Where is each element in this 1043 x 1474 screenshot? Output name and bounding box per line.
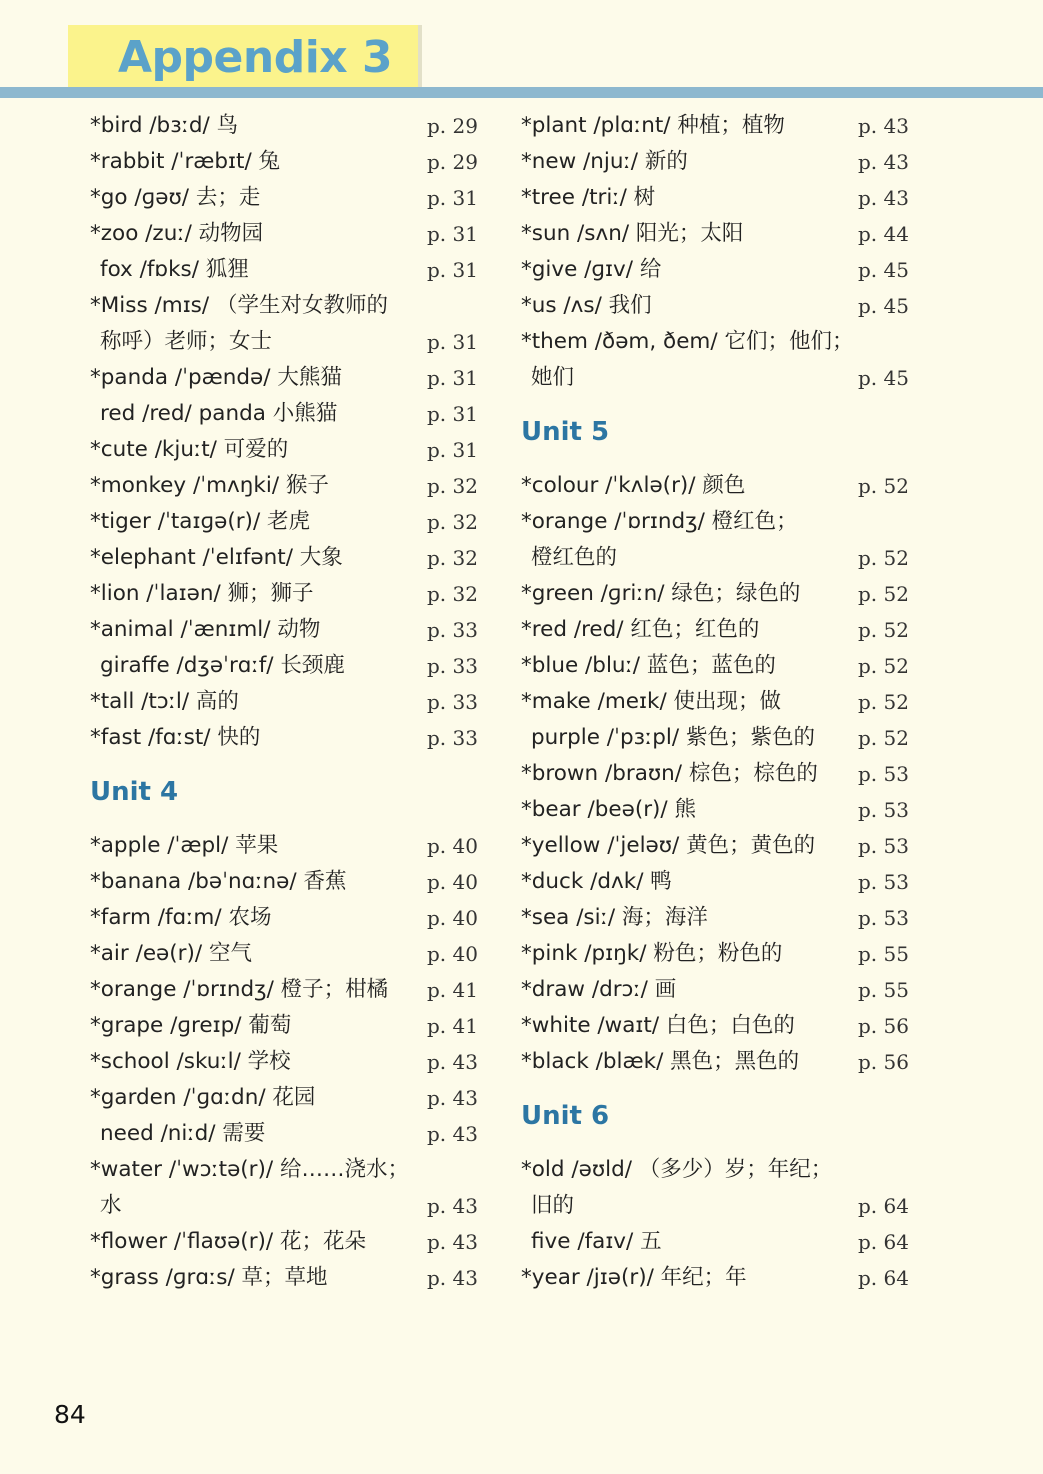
glossary-line	[521, 144, 911, 180]
word-definition: *white /waɪt/ 白色；白色的	[521, 1013, 795, 1038]
glossary-line	[90, 1188, 480, 1224]
page-reference: p. 29	[427, 114, 478, 138]
glossary-entry	[521, 720, 911, 756]
word-definition: purple /ˈpɜːpl/ 紫色；紫色的	[531, 725, 815, 750]
glossary-entry	[521, 864, 911, 900]
glossary-entry	[90, 720, 480, 756]
word-definition: *brown /braʊn/ 棕色；棕色的	[521, 761, 818, 786]
glossary-line	[521, 216, 911, 252]
page-number: 84	[54, 1400, 86, 1429]
glossary-entry	[90, 972, 480, 1008]
glossary-entry	[521, 144, 911, 180]
word-definition: *school /skuːl/ 学校	[90, 1049, 291, 1074]
glossary-line	[90, 288, 480, 324]
glossary-entry	[521, 288, 911, 324]
glossary-line	[90, 612, 480, 648]
page-reference: p. 41	[427, 978, 478, 1002]
page-reference: p. 43	[858, 150, 909, 174]
word-definition: *sea /siː/ 海；海洋	[521, 905, 708, 930]
word-definition: *year /jɪə(r)/ 年纪；年	[521, 1265, 747, 1290]
glossary-line	[90, 684, 480, 720]
page-reference: p. 52	[858, 618, 909, 642]
glossary-line	[521, 360, 911, 396]
glossary-entry	[521, 936, 911, 972]
word-definition: *monkey /ˈmʌŋki/ 猴子	[90, 473, 329, 498]
page-reference: p. 43	[427, 1086, 478, 1110]
word-definition: *farm /fɑːm/ 农场	[90, 905, 272, 930]
word-definition: fox /fɒks/ 狐狸	[100, 257, 249, 282]
glossary-line	[521, 792, 911, 828]
page-reference: p. 45	[858, 294, 909, 318]
glossary-entry	[521, 1260, 911, 1296]
word-definition: *new /njuː/ 新的	[521, 149, 688, 174]
word-definition: *orange /ˈɒrɪndʒ/ 橙子；柑橘	[90, 977, 389, 1002]
word-definition: *old /əʊld/ （多少）岁；年纪；	[521, 1157, 833, 1182]
glossary-line	[90, 900, 480, 936]
glossary-line	[90, 504, 480, 540]
glossary-line	[90, 720, 480, 756]
glossary-entry	[521, 612, 911, 648]
word-definition: 称呼）老师；女士	[100, 329, 273, 354]
word-definition: *green /ɡriːn/ 绿色；绿色的	[521, 581, 801, 606]
word-definition: *elephant /ˈelɪfənt/ 大象	[90, 545, 343, 570]
glossary-line	[90, 1008, 480, 1044]
glossary-entry	[90, 684, 480, 720]
word-definition: 橙红色的	[531, 545, 618, 570]
glossary-entry	[521, 756, 911, 792]
header-bar	[0, 87, 1043, 98]
word-definition: *pink /pɪŋk/ 粉色；粉色的	[521, 941, 783, 966]
word-definition: 她们	[531, 365, 575, 390]
word-definition: *garden /ˈɡɑːdn/ 花园	[90, 1085, 316, 1110]
word-definition: 水	[100, 1193, 122, 1218]
glossary-entry	[521, 828, 911, 864]
glossary-line	[90, 864, 480, 900]
glossary-line	[90, 1080, 480, 1116]
word-definition: *lion /ˈlaɪən/ 狮；狮子	[90, 581, 314, 606]
word-definition: *tree /triː/ 树	[521, 185, 656, 210]
page-reference: p. 55	[858, 942, 909, 966]
page-reference: p. 55	[858, 978, 909, 1002]
glossary-entry	[521, 972, 911, 1008]
glossary-entry	[90, 576, 480, 612]
glossary-line	[90, 540, 480, 576]
glossary-line	[90, 576, 480, 612]
word-definition: *fast /fɑːst/ 快的	[90, 725, 261, 750]
glossary-line	[521, 1224, 911, 1260]
page-reference: p. 53	[858, 870, 909, 894]
glossary-line	[90, 108, 480, 144]
glossary-line	[521, 756, 911, 792]
word-definition: *give /ɡɪv/ 给	[521, 257, 662, 282]
page-reference: p. 31	[427, 258, 478, 282]
glossary-line	[90, 1260, 480, 1296]
word-definition: need /niːd/ 需要	[100, 1121, 266, 1146]
page-reference: p. 33	[427, 654, 478, 678]
word-definition: *panda /ˈpændə/ 大熊猫	[90, 365, 342, 390]
right-column	[521, 108, 911, 1296]
page-reference: p. 53	[858, 834, 909, 858]
page-reference: p. 52	[858, 582, 909, 606]
page-reference: p. 52	[858, 690, 909, 714]
word-definition: *grape /ɡreɪp/ 葡萄	[90, 1013, 292, 1038]
glossary-entry	[90, 432, 480, 468]
page-reference: p. 31	[427, 330, 478, 354]
glossary-line	[90, 936, 480, 972]
glossary-line	[521, 468, 911, 504]
glossary-line	[90, 144, 480, 180]
page-reference: p. 40	[427, 906, 478, 930]
page-reference: p. 43	[858, 186, 909, 210]
glossary-entry	[90, 1008, 480, 1044]
word-definition: 旧的	[531, 1193, 575, 1218]
glossary-line	[521, 252, 911, 288]
page-reference: p. 53	[858, 762, 909, 786]
glossary-line	[521, 720, 911, 756]
glossary-entry	[90, 540, 480, 576]
glossary-line	[90, 972, 480, 1008]
glossary-line	[90, 648, 480, 684]
glossary-entry	[90, 1044, 480, 1080]
glossary-entry	[521, 324, 911, 396]
word-definition: *animal /ˈænɪml/ 动物	[90, 617, 321, 642]
glossary-line	[90, 828, 480, 864]
glossary-entry	[90, 360, 480, 396]
page-reference: p. 44	[858, 222, 909, 246]
glossary-entry	[90, 468, 480, 504]
page-reference: p. 43	[858, 114, 909, 138]
word-definition: *blue /bluː/ 蓝色；蓝色的	[521, 653, 776, 678]
glossary-line	[521, 828, 911, 864]
glossary-line	[521, 1152, 911, 1188]
page-reference: p. 40	[427, 834, 478, 858]
glossary-line	[521, 936, 911, 972]
page-reference: p. 43	[427, 1266, 478, 1290]
word-definition: *draw /drɔː/ 画	[521, 977, 677, 1002]
page-reference: p. 56	[858, 1050, 909, 1074]
glossary-entry	[521, 576, 911, 612]
glossary-entry	[90, 828, 480, 864]
page-reference: p. 52	[858, 546, 909, 570]
glossary-entry	[90, 1080, 480, 1116]
glossary-line	[90, 324, 480, 360]
word-definition: *us /ʌs/ 我们	[521, 293, 652, 318]
word-definition: *zoo /zuː/ 动物园	[90, 221, 264, 246]
page-reference: p. 53	[858, 798, 909, 822]
glossary-line	[521, 612, 911, 648]
page-reference: p. 43	[427, 1194, 478, 1218]
page-reference: p. 31	[427, 402, 478, 426]
page-reference: p. 52	[858, 654, 909, 678]
word-definition: *duck /dʌk/ 鸭	[521, 869, 672, 894]
page-reference: p. 31	[427, 438, 478, 462]
page-reference: p. 64	[858, 1194, 909, 1218]
page-reference: p. 53	[858, 906, 909, 930]
page-reference: p. 45	[858, 258, 909, 282]
glossary-line	[90, 1044, 480, 1080]
glossary-entry	[521, 900, 911, 936]
unit-heading: Unit 4	[90, 777, 179, 807]
word-definition: *bear /beə(r)/ 熊	[521, 797, 697, 822]
glossary-line	[521, 180, 911, 216]
glossary-entry	[521, 504, 911, 576]
glossary-entry	[90, 1224, 480, 1260]
glossary-entry	[90, 108, 480, 144]
page-reference: p. 32	[427, 582, 478, 606]
word-definition: *flower /ˈflaʊə(r)/ 花；花朵	[90, 1229, 367, 1254]
word-definition: *Miss /mɪs/ （学生对女教师的	[90, 293, 388, 318]
word-definition: *sun /sʌn/ 阳光；太阳	[521, 221, 744, 246]
word-definition: *yellow /ˈjeləʊ/ 黄色；黄色的	[521, 833, 816, 858]
page-reference: p. 29	[427, 150, 478, 174]
glossary-entry	[90, 288, 480, 360]
word-definition: *rabbit /ˈræbɪt/ 兔	[90, 149, 281, 174]
glossary-entry	[90, 864, 480, 900]
page-reference: p. 33	[427, 726, 478, 750]
glossary-line	[521, 108, 911, 144]
page-reference: p. 52	[858, 474, 909, 498]
glossary-entry	[521, 1224, 911, 1260]
glossary-entry	[90, 396, 480, 432]
word-definition: red /red/ panda 小熊猫	[100, 401, 338, 426]
glossary-entry	[521, 684, 911, 720]
page-reference: p. 43	[427, 1230, 478, 1254]
glossary-line	[90, 360, 480, 396]
glossary-line	[521, 1008, 911, 1044]
word-definition: *air /eə(r)/ 空气	[90, 941, 252, 966]
glossary-line	[521, 864, 911, 900]
glossary-line	[521, 324, 911, 360]
word-definition: *banana /bəˈnɑːnə/ 香蕉	[90, 869, 347, 894]
glossary-entry	[521, 468, 911, 504]
page-reference: p. 32	[427, 474, 478, 498]
glossary-entry	[90, 612, 480, 648]
glossary-line	[90, 252, 480, 288]
glossary-line	[90, 432, 480, 468]
glossary-line	[521, 504, 911, 540]
glossary-line	[90, 1116, 480, 1152]
word-definition: *grass /ɡrɑːs/ 草；草地	[90, 1265, 328, 1290]
page-reference: p. 31	[427, 222, 478, 246]
left-column	[90, 108, 480, 1296]
word-definition: *orange /ˈɒrɪndʒ/ 橙红色；	[521, 509, 798, 534]
word-definition: *red /red/ 红色；红色的	[521, 617, 760, 642]
page-reference: p. 31	[427, 186, 478, 210]
word-definition: five /faɪv/ 五	[531, 1229, 662, 1254]
glossary-line	[521, 540, 911, 576]
glossary-entry	[90, 252, 480, 288]
word-definition: *plant /plɑːnt/ 种植；植物	[521, 113, 785, 138]
page-reference: p. 64	[858, 1230, 909, 1254]
page-reference: p. 33	[427, 690, 478, 714]
page-reference: p. 32	[427, 546, 478, 570]
glossary-line	[90, 216, 480, 252]
page-reference: p. 43	[427, 1122, 478, 1146]
glossary-line	[521, 1044, 911, 1080]
glossary-entry	[521, 108, 911, 144]
glossary-line	[521, 1188, 911, 1224]
page-reference: p. 43	[427, 1050, 478, 1074]
glossary-entry	[521, 1152, 911, 1224]
glossary-entry	[90, 900, 480, 936]
word-definition: *bird /bɜːd/ 鸟	[90, 113, 239, 138]
unit-heading: Unit 5	[521, 417, 610, 447]
glossary-entry	[90, 1116, 480, 1152]
glossary-line	[90, 1152, 480, 1188]
glossary-line	[521, 648, 911, 684]
glossary-entry	[90, 648, 480, 684]
word-definition: *cute /kjuːt/ 可爱的	[90, 437, 289, 462]
word-definition: *black /blæk/ 黑色；黑色的	[521, 1049, 800, 1074]
glossary-line	[90, 396, 480, 432]
page-reference: p. 32	[427, 510, 478, 534]
page-reference: p. 40	[427, 942, 478, 966]
word-definition: *tall /tɔːl/ 高的	[90, 689, 239, 714]
unit-heading: Unit 6	[521, 1101, 610, 1131]
glossary-entry	[521, 252, 911, 288]
page-reference: p. 64	[858, 1266, 909, 1290]
word-definition: *go /ɡəʊ/ 去；走	[90, 185, 261, 210]
glossary-line	[90, 180, 480, 216]
glossary-line	[521, 900, 911, 936]
glossary-line	[521, 576, 911, 612]
page-reference: p. 56	[858, 1014, 909, 1038]
glossary-line	[521, 684, 911, 720]
page-reference: p. 33	[427, 618, 478, 642]
glossary-entry	[521, 1008, 911, 1044]
glossary-line	[521, 972, 911, 1008]
glossary-entry	[521, 648, 911, 684]
page-reference: p. 52	[858, 726, 909, 750]
glossary-entry	[90, 936, 480, 972]
glossary-line	[90, 1224, 480, 1260]
page-reference: p. 45	[858, 366, 909, 390]
word-definition: *make /meɪk/ 使出现；做	[521, 689, 782, 714]
word-definition: *apple /ˈæpl/ 苹果	[90, 833, 279, 858]
page-reference: p. 40	[427, 870, 478, 894]
glossary-entry	[521, 792, 911, 828]
glossary-entry	[521, 180, 911, 216]
glossary-entry	[521, 216, 911, 252]
glossary-entry	[521, 1044, 911, 1080]
page-reference: p. 41	[427, 1014, 478, 1038]
glossary-entry	[90, 504, 480, 540]
page-reference: p. 31	[427, 366, 478, 390]
word-definition: *them /ðəm, ðem/ 它们；他们；	[521, 329, 854, 354]
glossary-entry	[90, 1260, 480, 1296]
word-definition: giraffe /dʒəˈrɑːf/ 长颈鹿	[100, 653, 345, 678]
glossary-line	[521, 288, 911, 324]
glossary-line	[90, 468, 480, 504]
glossary-entry	[90, 180, 480, 216]
page-title: Appendix 3	[118, 32, 393, 83]
glossary-entry	[90, 1152, 480, 1224]
glossary-entry	[90, 144, 480, 180]
word-definition: *water /ˈwɔːtə(r)/ 给……浇水；	[90, 1157, 409, 1182]
word-definition: *colour /ˈkʌlə(r)/ 颜色	[521, 473, 746, 498]
glossary-entry	[90, 216, 480, 252]
word-definition: *tiger /ˈtaɪɡə(r)/ 老虎	[90, 509, 311, 534]
glossary-line	[521, 1260, 911, 1296]
